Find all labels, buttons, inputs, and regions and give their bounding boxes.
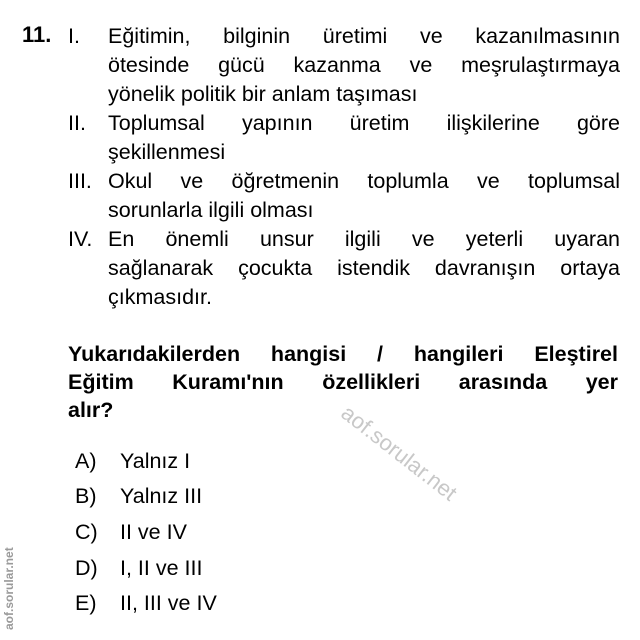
option-letter: D) xyxy=(75,556,98,580)
side-watermark: aof.sorular.net xyxy=(2,547,16,630)
statement-line: sorunlarla ilgili olması xyxy=(108,198,314,222)
option-text: II ve IV xyxy=(120,520,187,544)
statement-line: yönelik politik bir anlam taşıması xyxy=(108,82,418,106)
statement-line: Okul ve öğretmenin toplumla ve toplumsal xyxy=(108,169,620,193)
option-text: II, III ve IV xyxy=(120,591,217,615)
statement-line: sağlanarak çocukta istendik davranışın ortaya xyxy=(108,256,620,280)
option-d[interactable] xyxy=(75,556,202,581)
question-number: 11. xyxy=(22,22,52,47)
statement-line: ötesinde gücü kazanma ve meşrulaştırmaya xyxy=(108,53,620,77)
option-text: Yalnız III xyxy=(120,484,203,508)
option-a[interactable] xyxy=(75,449,190,474)
statement-line: Toplumsal yapının üretim ilişkilerine göre xyxy=(108,111,620,135)
option-letter: A) xyxy=(75,449,97,473)
statement-line: En önemli unsur ilgili ve yeterli uyaran xyxy=(108,227,620,251)
watermark: aof.sorular.net xyxy=(336,400,462,506)
option-b[interactable] xyxy=(75,484,202,509)
statement-3 xyxy=(68,167,620,225)
question-line: Eğitim Kuramı'nın özellikleri arasında yer xyxy=(68,370,618,394)
option-letter: B) xyxy=(75,484,97,508)
option-text: Yalnız I xyxy=(120,449,191,473)
question-line: Yukarıdakilerden hangisi / hangileri Eleştirel xyxy=(68,342,618,366)
question-line: alır? xyxy=(68,398,114,422)
statement-numeral: IV. xyxy=(68,227,93,251)
option-c[interactable] xyxy=(75,520,187,545)
statement-4 xyxy=(68,225,620,312)
statement-line: Eğitimin, bilginin üretimi ve kazanılmasının xyxy=(108,24,620,48)
statement-numeral: I. xyxy=(68,24,80,48)
statement-numeral: III. xyxy=(68,169,92,193)
statement-numeral: II. xyxy=(68,111,86,135)
option-letter: C) xyxy=(75,520,98,544)
statement-line: çıkmasıdır. xyxy=(108,285,212,309)
statement-1 xyxy=(68,22,620,109)
statement-line: şekillenmesi xyxy=(108,140,226,164)
option-letter: E) xyxy=(75,591,97,615)
statement-2 xyxy=(68,109,620,167)
option-e[interactable] xyxy=(75,591,217,616)
option-text: I, II ve III xyxy=(120,556,203,580)
